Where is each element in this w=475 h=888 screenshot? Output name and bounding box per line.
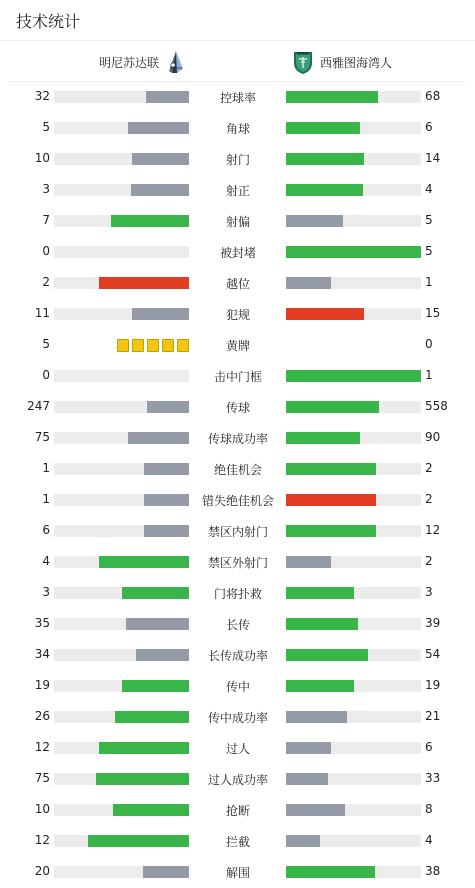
- stat-row: [0, 144, 475, 175]
- away-stat-value: 1: [425, 275, 433, 289]
- away-stat-bar-fill: [286, 401, 379, 413]
- away-stat-bar-fill: [286, 432, 360, 444]
- away-stat-value: 15: [425, 306, 441, 320]
- home-stat-bar-fill: [88, 835, 189, 847]
- team-header: [0, 44, 475, 80]
- away-stat-value: 68: [425, 89, 441, 103]
- away-stat-value: 12: [425, 523, 441, 537]
- away-stat-bar-fill: [286, 711, 347, 723]
- home-stat-value: 7: [42, 213, 50, 227]
- stat-row: [0, 578, 475, 609]
- stat-row: [0, 764, 475, 795]
- stats-list: [0, 82, 475, 888]
- home-stat-bar-fill: [132, 153, 189, 165]
- home-stat-bar: [54, 308, 189, 320]
- away-stat-value: 1: [425, 368, 433, 382]
- stat-row: [0, 330, 475, 361]
- home-stat-value: 12: [34, 833, 50, 847]
- home-stat-bar: [54, 432, 189, 444]
- away-stat-bar: [286, 153, 421, 165]
- stat-label: 拦截: [225, 835, 250, 849]
- stat-label: 射门: [225, 153, 250, 167]
- home-stat-bar: [54, 370, 189, 382]
- away-stat-bar: [286, 246, 421, 258]
- away-stat-value: 4: [425, 833, 433, 847]
- stat-row: [0, 733, 475, 764]
- away-stat-value: 5: [425, 213, 433, 227]
- away-stat-bar-fill: [286, 184, 363, 196]
- home-stat-bar-fill: [132, 308, 189, 320]
- away-stat-bar-fill: [286, 649, 368, 661]
- stat-label: 错失绝佳机会: [201, 494, 274, 508]
- away-stat-bar-fill: [286, 463, 376, 475]
- stat-row: [0, 454, 475, 485]
- stat-row: [0, 826, 475, 857]
- stat-row: [0, 702, 475, 733]
- home-stat-value: 6: [42, 523, 50, 537]
- page-title: 技术统计: [16, 12, 81, 31]
- yellow-card-icon: [147, 339, 159, 352]
- stat-label: 过人: [225, 742, 250, 756]
- away-stat-bar-fill: [286, 277, 331, 289]
- stat-row: [0, 237, 475, 268]
- home-stat-bar-fill: [96, 773, 189, 785]
- home-stat-bar-fill: [144, 494, 189, 506]
- away-stat-value: 6: [425, 740, 433, 754]
- home-stat-value: 3: [42, 585, 50, 599]
- stat-row: [0, 671, 475, 702]
- home-stat-value: 19: [34, 678, 50, 692]
- stat-row: [0, 268, 475, 299]
- stat-row: [0, 640, 475, 671]
- home-stat-value: 5: [42, 337, 50, 351]
- home-team[interactable]: [99, 44, 187, 80]
- home-stat-bar: [54, 494, 189, 506]
- stat-label: 角球: [225, 122, 250, 136]
- away-stat-bar-fill: [286, 587, 354, 599]
- stat-label: 禁区内射门: [207, 525, 268, 539]
- stat-label: 击中门框: [213, 370, 262, 384]
- stat-label: 传球: [225, 401, 250, 415]
- away-stat-bar: [286, 618, 421, 630]
- away-stat-value: 4: [425, 182, 433, 196]
- home-stat-bar-fill: [122, 587, 190, 599]
- away-stat-bar: [286, 804, 421, 816]
- away-stat-value: 33: [425, 771, 441, 785]
- seattle-sounders-crest-icon: [292, 49, 314, 75]
- stat-label: 越位: [225, 277, 250, 291]
- away-stat-bar: [286, 711, 421, 723]
- away-stat-bar: [286, 370, 421, 382]
- stat-row: [0, 795, 475, 826]
- home-stat-bar: [54, 804, 189, 816]
- home-stat-bar-fill: [99, 277, 189, 289]
- away-stat-bar-fill: [286, 773, 328, 785]
- home-stat-bar-fill: [143, 866, 189, 878]
- home-stat-bar: [54, 835, 189, 847]
- away-stat-value: 5: [425, 244, 433, 258]
- away-stat-bar: [286, 680, 421, 692]
- stat-label: 被封堵: [219, 246, 256, 260]
- yellow-card-icon: [177, 339, 189, 352]
- home-stat-bar: [54, 742, 189, 754]
- away-stat-bar: [286, 432, 421, 444]
- home-stat-value: 11: [34, 306, 50, 320]
- home-stat-value: 26: [34, 709, 50, 723]
- away-stat-bar-fill: [286, 308, 364, 320]
- home-stat-value: 75: [34, 771, 50, 785]
- home-stat-value: 4: [42, 554, 50, 568]
- home-stat-bar: [54, 556, 189, 568]
- away-stat-bar: [286, 308, 421, 320]
- away-stat-bar: [286, 91, 421, 103]
- stat-label: 射偏: [225, 215, 250, 229]
- away-stat-bar: [286, 742, 421, 754]
- title-divider: [0, 40, 475, 41]
- stat-label: 传中: [225, 680, 250, 694]
- away-stat-bar: [286, 525, 421, 537]
- stat-label: 解围: [225, 866, 250, 880]
- away-stat-bar: [286, 556, 421, 568]
- stat-row: [0, 361, 475, 392]
- home-stat-bar: [54, 649, 189, 661]
- home-yellow-cards: [54, 339, 189, 352]
- home-team-name: 明尼苏达联: [98, 55, 159, 70]
- yellow-card-icon: [117, 339, 129, 352]
- away-stat-value: 0: [425, 337, 433, 351]
- away-stat-bar-fill: [286, 804, 345, 816]
- stat-label: 犯规: [225, 308, 250, 322]
- stat-label: 长传成功率: [207, 649, 268, 663]
- home-stat-value: 12: [34, 740, 50, 754]
- home-stat-bar-fill: [144, 463, 189, 475]
- stat-row: [0, 82, 475, 113]
- stat-label: 门将扑救: [213, 587, 262, 601]
- away-stat-bar: [286, 401, 421, 413]
- stat-row: [0, 547, 475, 578]
- away-stat-bar-fill: [286, 215, 343, 227]
- home-stat-value: 2: [42, 275, 50, 289]
- home-stat-value: 10: [34, 802, 50, 816]
- away-stat-value: 54: [425, 647, 441, 661]
- away-stat-bar-fill: [286, 91, 378, 103]
- stat-label: 传中成功率: [207, 711, 268, 725]
- home-stat-bar: [54, 525, 189, 537]
- home-stat-value: 10: [34, 151, 50, 165]
- stat-row: [0, 609, 475, 640]
- home-stat-value: 1: [42, 461, 50, 475]
- stat-row: [0, 299, 475, 330]
- away-stat-value: 39: [425, 616, 441, 630]
- stat-label: 长传: [225, 618, 250, 632]
- away-stat-bar-fill: [286, 835, 320, 847]
- away-stat-bar-fill: [286, 680, 354, 692]
- away-stat-bar: [286, 494, 421, 506]
- stat-row: [0, 485, 475, 516]
- away-stat-bar-fill: [286, 866, 375, 878]
- away-stat-value: 3: [425, 585, 433, 599]
- stat-label: 过人成功率: [207, 773, 268, 787]
- home-stat-bar: [54, 587, 189, 599]
- home-stat-value: 34: [34, 647, 50, 661]
- stat-row: [0, 113, 475, 144]
- away-stat-bar-fill: [286, 153, 364, 165]
- home-stat-bar-fill: [146, 91, 189, 103]
- away-stat-value: 2: [425, 554, 433, 568]
- home-stat-bar-fill: [144, 525, 189, 537]
- away-team-name: 西雅图海湾人: [320, 55, 393, 70]
- home-stat-bar-fill: [128, 432, 189, 444]
- home-stat-value: 3: [42, 182, 50, 196]
- away-stat-bar-fill: [286, 742, 331, 754]
- stat-label: 绝佳机会: [213, 463, 262, 477]
- home-stat-bar: [54, 463, 189, 475]
- stat-row: [0, 206, 475, 237]
- home-stat-bar: [54, 618, 189, 630]
- away-stat-bar-fill: [286, 525, 376, 537]
- stat-label: 射正: [225, 184, 250, 198]
- home-stat-value: 75: [34, 430, 50, 444]
- home-stat-bar: [54, 215, 189, 227]
- home-stat-bar: [54, 122, 189, 134]
- home-stat-bar: [54, 401, 189, 413]
- away-stat-value: 8: [425, 802, 433, 816]
- away-stat-bar: [286, 835, 421, 847]
- away-stat-bar: [286, 587, 421, 599]
- away-stat-bar-fill: [286, 556, 331, 568]
- yellow-card-icon: [162, 339, 174, 352]
- away-stat-value: 2: [425, 461, 433, 475]
- home-stat-value: 20: [34, 864, 50, 878]
- home-stat-bar-fill: [115, 711, 189, 723]
- away-stat-value: 558: [425, 399, 448, 413]
- home-stat-bar: [54, 184, 189, 196]
- away-stat-bar: [286, 277, 421, 289]
- home-stat-bar-fill: [126, 618, 189, 630]
- stat-label: 控球率: [219, 91, 256, 105]
- home-stat-bar: [54, 153, 189, 165]
- home-stat-bar: [54, 277, 189, 289]
- home-stat-bar-fill: [99, 556, 189, 568]
- away-team[interactable]: [292, 44, 392, 80]
- home-stat-bar-fill: [122, 680, 190, 692]
- home-stat-bar-fill: [128, 122, 189, 134]
- away-stat-bar: [286, 773, 421, 785]
- home-stat-value: 247: [27, 399, 50, 413]
- minnesota-united-crest-icon: [165, 49, 187, 75]
- home-stat-value: 1: [42, 492, 50, 506]
- stat-row: [0, 857, 475, 888]
- home-stat-value: 0: [42, 244, 50, 258]
- stat-row: [0, 392, 475, 423]
- home-stat-bar-fill: [136, 649, 189, 661]
- away-stat-bar: [286, 184, 421, 196]
- away-stat-bar: [286, 463, 421, 475]
- away-stat-bar-fill: [286, 246, 421, 258]
- away-stat-value: 6: [425, 120, 433, 134]
- home-stat-bar-fill: [111, 215, 189, 227]
- home-stat-bar: [54, 866, 189, 878]
- home-stat-bar-fill: [131, 184, 189, 196]
- home-stat-bar: [54, 680, 189, 692]
- away-stat-bar-fill: [286, 494, 376, 506]
- stat-label: 传球成功率: [207, 432, 268, 446]
- home-stat-bar-fill: [147, 401, 189, 413]
- home-stat-bar-fill: [99, 742, 189, 754]
- home-stat-value: 5: [42, 120, 50, 134]
- away-stat-bar-fill: [286, 618, 358, 630]
- stat-label: 抢断: [225, 804, 250, 818]
- away-stat-bar-fill: [286, 122, 360, 134]
- home-stat-value: 0: [42, 368, 50, 382]
- away-stat-bar: [286, 215, 421, 227]
- home-stat-bar: [54, 91, 189, 103]
- stat-row: [0, 423, 475, 454]
- home-stat-value: 32: [34, 89, 50, 103]
- home-stat-value: 35: [34, 616, 50, 630]
- stat-row: [0, 516, 475, 547]
- away-stat-value: 90: [425, 430, 441, 444]
- home-stat-bar: [54, 246, 189, 258]
- away-stat-value: 14: [425, 151, 441, 165]
- home-stat-bar: [54, 773, 189, 785]
- home-stat-bar-fill: [113, 804, 189, 816]
- away-stat-value: 38: [425, 864, 441, 878]
- away-stat-value: 2: [425, 492, 433, 506]
- away-stat-bar: [286, 866, 421, 878]
- away-stat-bar: [286, 649, 421, 661]
- away-stat-value: 19: [425, 678, 441, 692]
- home-stat-bar: [54, 711, 189, 723]
- away-stat-bar-fill: [286, 370, 421, 382]
- stat-label: 禁区外射门: [207, 556, 268, 570]
- stat-label: 黄牌: [225, 339, 250, 353]
- away-stat-bar: [286, 122, 421, 134]
- stat-row: [0, 175, 475, 206]
- away-stat-value: 21: [425, 709, 441, 723]
- yellow-card-icon: [132, 339, 144, 352]
